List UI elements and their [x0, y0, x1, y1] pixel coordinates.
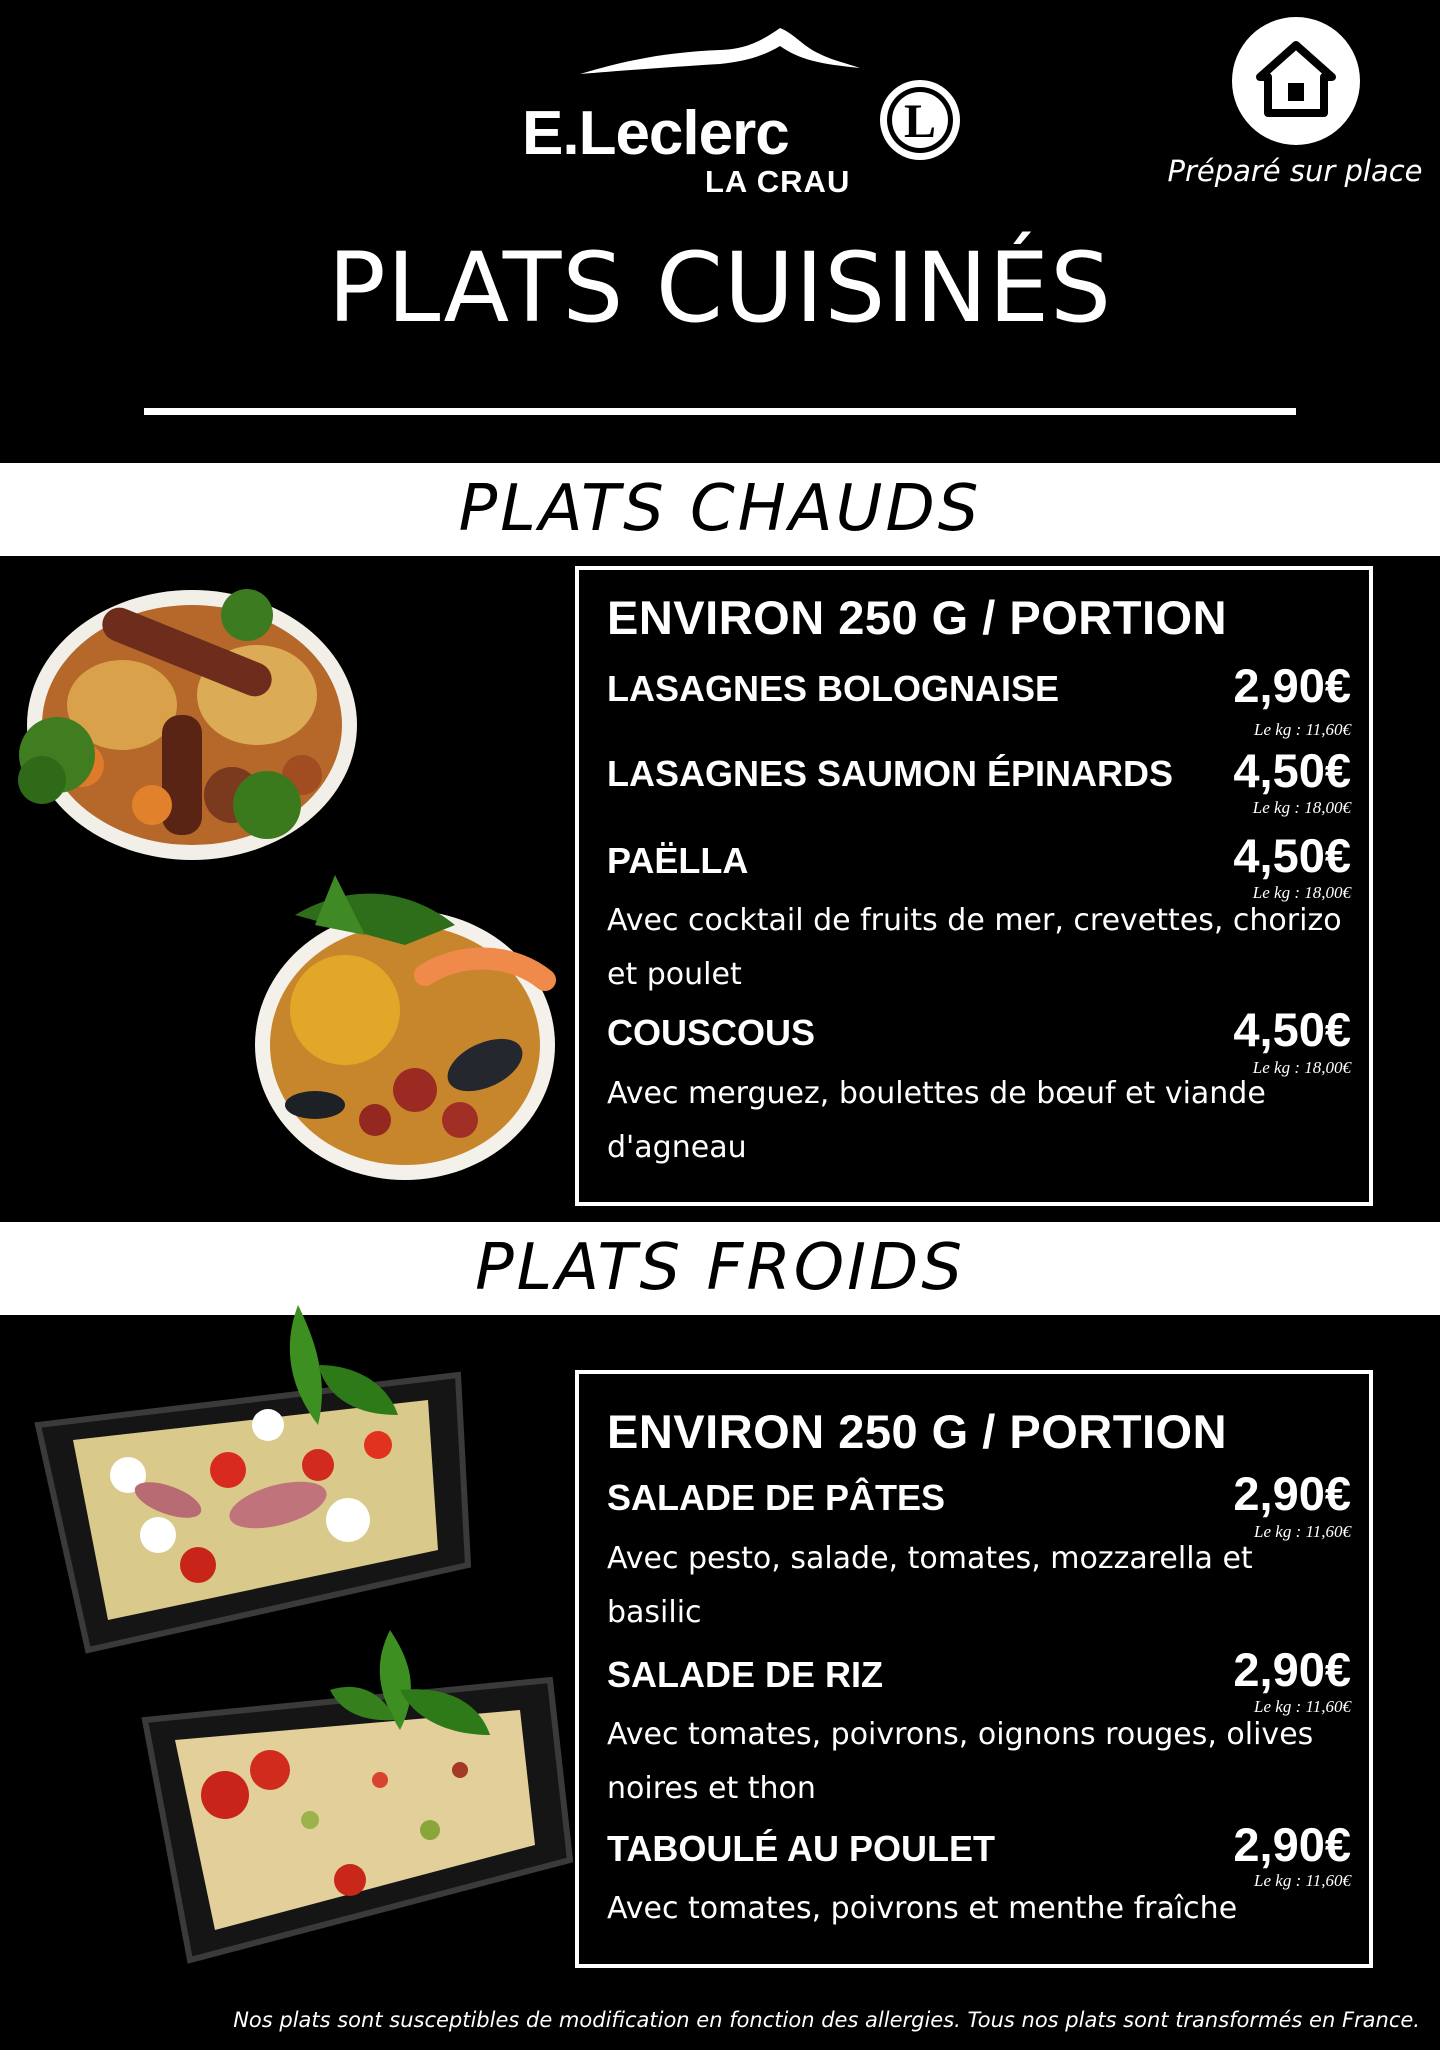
rice-salad-tray-image	[130, 1630, 580, 1970]
portion-size-label: ENVIRON 250 G / PORTION	[607, 1405, 1228, 1458]
menu-item-name: TABOULÉ AU POULET	[607, 1828, 995, 1869]
menu-item-description: Avec cocktail de fruits de mer, crevettes, chorizo et poulet	[607, 903, 1342, 992]
menu-item-price: 4,50€	[1233, 1003, 1351, 1056]
menu-item-price-per-kg: Le kg : 18,00€	[1252, 798, 1351, 817]
menu-item-name: SALADE DE RIZ	[607, 1654, 884, 1695]
home-badge	[1232, 17, 1360, 145]
leclerc-logo	[520, 24, 980, 204]
svg-text:L: L	[903, 95, 937, 148]
menu-item-name: LASAGNES BOLOGNAISE	[607, 668, 1060, 709]
menu-item-name: LASAGNES SAUMON ÉPINARDS	[607, 753, 1174, 794]
home-icon	[1256, 39, 1336, 119]
section-title-cold: PLATS FROIDS	[0, 1222, 1440, 1315]
menu-item-price: 2,90€	[1233, 1643, 1351, 1696]
menu-item-description: Avec tomates, poivrons, oignons rouges, olives noires et thon	[607, 1717, 1314, 1806]
menu-item-price-per-kg: Le kg : 11,60€	[1254, 720, 1351, 739]
pasta-salad-tray-image	[18, 1305, 478, 1670]
menu-item-name: SALADE DE PÂTES	[607, 1477, 946, 1518]
page-title: PLATS CUISINÉS	[327, 232, 1113, 344]
prepared-on-site-caption: Préparé sur place	[1167, 154, 1423, 188]
couscous-bowl-image	[12, 565, 362, 875]
menu-item-description: Avec merguez, boulettes de bœuf et viande d'agneau	[607, 1076, 1266, 1165]
allergy-footer-note: Nos plats sont susceptibles de modification en fonction des allergies. Tous nos plats sont transformés en France.	[233, 2008, 1420, 2032]
menu-item-price-per-kg: Le kg : 11,60€	[1254, 1697, 1351, 1716]
menu-item-price-per-kg: Le kg : 11,60€	[1254, 1522, 1351, 1541]
menu-item-price: 2,90€	[1233, 1818, 1351, 1871]
brand-name: E.Leclerc	[522, 99, 789, 168]
title-divider	[144, 408, 1296, 415]
page-header	[0, 0, 1440, 463]
portion-size-label: ENVIRON 250 G / PORTION	[607, 591, 1228, 644]
menu-item-price-per-kg: Le kg : 18,00€	[1252, 883, 1351, 902]
cold-dishes-menu	[575, 1370, 1373, 1968]
menu-item-description: Avec pesto, salade, tomates, mozzarella et basilic	[607, 1541, 1253, 1630]
section-title-hot: PLATS CHAUDS	[0, 463, 1440, 556]
menu-item-name: COUSCOUS	[607, 1012, 816, 1053]
menu-item-name: PAËLLA	[607, 840, 749, 881]
hot-dishes-menu	[575, 566, 1373, 1206]
menu-item-price-per-kg: Le kg : 11,60€	[1254, 1871, 1351, 1890]
menu-item-description: Avec tomates, poivrons et menthe fraîche	[607, 1891, 1238, 1926]
store-city: LA CRAU	[705, 164, 851, 199]
menu-item-price-per-kg: Le kg : 18,00€	[1252, 1058, 1351, 1077]
paella-bowl-image	[255, 855, 565, 1185]
menu-item-price: 2,90€	[1233, 659, 1351, 712]
menu-item-price: 2,90€	[1233, 1467, 1351, 1520]
menu-item-price: 4,50€	[1233, 744, 1351, 797]
menu-item-price: 4,50€	[1233, 829, 1351, 882]
